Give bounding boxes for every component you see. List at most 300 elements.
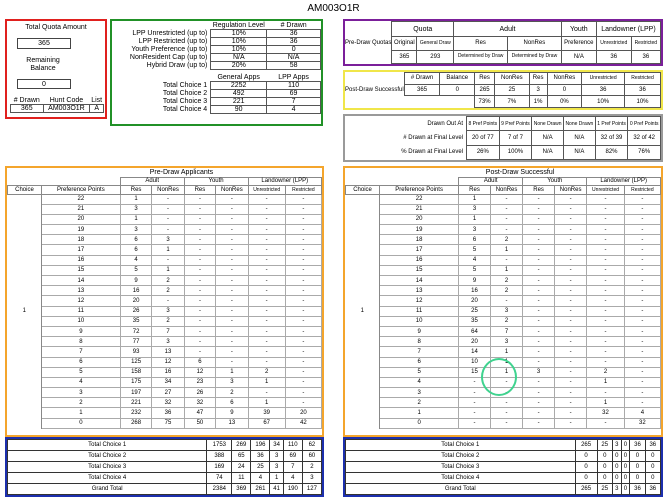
count-cell: - [248,276,285,286]
count-cell: 3 [490,337,522,347]
hunt-code-header: Hunt Code [49,97,84,104]
restricted-header: Restricted [285,185,321,194]
table-row [8,225,322,235]
count-cell: - [184,306,216,316]
count-cell: - [285,367,321,377]
count-cell: - [248,337,285,347]
count-cell: - [587,347,624,357]
count-cell: - [184,286,216,296]
count-cell: 14 [459,347,491,357]
count-cell: - [459,377,491,387]
count-cell: - [285,347,321,357]
count-cell: - [285,306,321,316]
count-cell: - [459,408,491,418]
general-apps-value: 90 [211,106,267,114]
count-cell: - [523,398,555,408]
count-cell: - [587,204,624,214]
total-value: 7 [283,462,302,473]
table-row [8,245,322,255]
table-row [346,347,661,357]
count-cell: - [285,337,321,347]
regulation-drawn: 36 [267,38,321,46]
regulation-level: N/A [211,54,267,62]
preference-points-cell: 18 [380,235,459,245]
count-cell: - [216,214,248,224]
restricted-header: Restricted [631,37,660,50]
count-cell: - [152,255,184,265]
total-value: 25 [251,462,270,473]
preference-points-cell: 13 [380,286,459,296]
count-cell: - [216,194,248,204]
unrestricted-value: 36 [596,50,631,63]
preference-points-cell: 4 [41,377,120,387]
count-cell: - [248,326,285,336]
regulation-box [110,19,323,126]
landowner-header: Landowner (LPP) [596,22,660,37]
count-cell: - [490,214,522,224]
predraw-label: Pre-Draw Quotas [345,39,392,46]
total-quota-label: Total Quota Amount [25,24,87,31]
restricted-value: 36 [631,50,660,63]
table-row [346,265,661,275]
preference-points-cell: 20 [41,214,120,224]
count-cell: - [490,377,522,387]
count-cell: - [587,306,624,316]
count-cell: 20 [459,296,491,306]
regulation-label: Youth Preference (up to) [131,46,208,53]
count-cell: 20 [285,408,321,418]
count-cell: 16 [152,367,184,377]
total-value: 25 [597,484,612,495]
table-row [8,255,322,265]
count-cell: 20 [459,337,491,347]
apps-row [114,90,321,98]
regulation-level: 20% [211,62,267,70]
count-cell: - [184,337,216,347]
count-cell: - [184,255,216,265]
lpp-apps-value: 110 [267,82,321,90]
youth-res-header: Res [523,185,555,194]
apps-table [114,74,321,114]
count-cell: - [459,418,491,428]
preference-points-cell: 5 [41,367,120,377]
regulation-drawn-header: # Drawn [280,22,307,29]
count-cell: - [216,204,248,214]
table-row [8,316,322,326]
count-cell: - [285,194,321,204]
count-cell: - [216,235,248,245]
total-row [346,440,661,451]
table-row [346,214,661,224]
total-value: 0 [597,473,612,484]
total-value: 196 [251,440,270,451]
count-cell: 1 [459,214,491,224]
table-row [8,296,322,306]
total-value: 3 [612,440,621,451]
count-cell: - [490,418,522,428]
count-cell: - [523,408,555,418]
count-cell: 2 [490,235,522,245]
count-cell: - [248,316,285,326]
count-cell: 2 [152,316,184,326]
total-value: 127 [302,484,321,495]
list-value: A [90,105,104,113]
count-cell: - [248,286,285,296]
total-value: 4 [251,473,270,484]
count-cell: - [184,296,216,306]
list-header: List [91,97,103,104]
nonres-value: Determined by Draw [508,50,562,63]
preference-points-cell: 16 [41,255,120,265]
drawn-header: # Drawn [13,97,40,104]
count-cell: - [285,326,321,336]
count-cell: 158 [120,367,152,377]
count-cell: 12 [184,367,216,377]
hunt-code-value: AM003O1R [43,105,90,113]
total-row [8,473,322,484]
count-cell: 4 [624,408,660,418]
drawn-out-at-label: Drawn Out At [427,120,463,127]
total-value: 0 [575,451,597,462]
count-cell: 6 [184,357,216,367]
total-value: 60 [302,451,321,462]
count-cell: - [285,265,321,275]
preference-points-cell: 13 [41,286,120,296]
total-value: 0 [612,473,621,484]
preference-points-cell: 8 [41,337,120,347]
final-level-cell: 32 of 42 [628,131,661,145]
preference-points-cell: 14 [380,276,459,286]
count-cell: 4 [120,255,152,265]
apps-label: Total Choice 4 [162,106,208,113]
count-cell: - [554,418,586,428]
count-cell: 3 [120,225,152,235]
count-cell: - [624,306,660,316]
count-cell: - [624,367,660,377]
preference-points-cell: 4 [380,377,459,387]
table-row [346,194,661,204]
pre-draw-totals-table [7,439,322,495]
adult-header: Adult [454,22,562,37]
regulation-row [114,54,321,62]
post-count: 36 [625,84,661,96]
res-value: Determined by Draw [454,50,508,63]
count-cell: 1 [120,194,152,204]
total-value: 2384 [207,484,232,495]
preference-points-cell: 16 [380,255,459,265]
total-value: 3 [612,484,621,495]
group-header-row [8,177,322,185]
preference-points-cell: 7 [380,347,459,357]
table-row [346,306,661,316]
count-cell: - [554,347,586,357]
preference-points-cell: 20 [380,214,459,224]
preference-points-cell: 10 [41,316,120,326]
count-cell: - [624,296,660,306]
general-apps-value: 492 [211,90,267,98]
pct-final-level-cell: N/A [532,145,564,159]
preference-value: N/A [561,50,596,63]
count-cell: 2 [490,316,522,326]
total-value: 261 [251,484,270,495]
count-cell: - [248,245,285,255]
count-cell: 20 [120,296,152,306]
count-cell: - [459,398,491,408]
youth-group-header: Youth [184,177,248,185]
pre-draw-applicants-panel [5,166,324,437]
count-cell: 3 [152,337,184,347]
count-cell: - [624,398,660,408]
count-cell: 6 [459,235,491,245]
total-value: 0 [621,473,630,484]
total-label: Total Choice 4 [8,473,207,484]
drawn-out-cell: None Drawn [532,117,564,131]
original-header: Original [392,37,417,50]
adult-group-header: Adult [120,177,184,185]
total-label: Total Choice 3 [346,462,576,473]
choice-header: Choice [8,185,42,194]
total-label: Grand Total [346,484,576,495]
count-cell: - [587,286,624,296]
preference-points-cell: 15 [380,265,459,275]
total-value: 0 [645,451,660,462]
remaining-balance-label: Remaining Balance [26,57,60,72]
count-cell: 35 [459,316,491,326]
total-value: 0 [575,473,597,484]
pct-final-level-cell: 26% [467,145,500,159]
preference-points-cell: 11 [380,306,459,316]
preference-points-cell: 9 [380,326,459,336]
choice-value: 1 [346,194,380,428]
post-unrestricted-header: Unrestricted [582,73,625,85]
count-cell: - [216,306,248,316]
choice-header: Choice [346,185,380,194]
regulation-label: Hybrid Draw (up to) [146,62,208,69]
count-cell: - [490,255,522,265]
count-cell: - [490,204,522,214]
count-cell: - [587,357,624,367]
preference-points-cell: 6 [380,357,459,367]
post-youth-nonres-header: NonRes [547,73,582,85]
post-balance-header: Balance [440,73,475,85]
count-cell: - [216,276,248,286]
count-cell: 7 [152,326,184,336]
total-value: 4 [283,473,302,484]
count-cell: - [216,255,248,265]
count-cell: - [184,265,216,275]
final-level-cell: N/A [532,131,564,145]
count-cell: - [523,276,555,286]
count-cell: - [248,306,285,316]
count-cell: - [248,265,285,275]
count-cell: - [184,316,216,326]
regulation-row [114,38,321,46]
count-cell: 1 [587,377,624,387]
post-count: 0 [547,84,582,96]
count-cell: - [624,347,660,357]
count-cell: - [624,357,660,367]
res-header: Res [454,37,508,50]
total-row [346,473,661,484]
count-cell: 1 [490,357,522,367]
total-value: 36 [630,484,645,495]
count-cell: 1 [248,377,285,387]
count-cell: - [285,377,321,387]
count-cell: - [554,388,586,398]
count-cell: - [490,388,522,398]
count-cell: - [587,265,624,275]
landowner-group-header: Landowner (LPP) [587,177,661,185]
count-cell: - [248,214,285,224]
count-cell: - [554,194,586,204]
count-cell: - [523,204,555,214]
regulation-level: 10% [211,30,267,38]
count-cell: - [285,388,321,398]
count-cell: 1 [490,245,522,255]
total-label: Total Choice 1 [346,440,576,451]
lpp-apps-header: LPP Apps [278,74,309,81]
drawn-out-cell: 1 Pref Points [595,117,628,131]
count-cell: 3 [152,306,184,316]
count-cell: - [184,347,216,357]
count-cell: 6 [120,235,152,245]
regulation-level: 10% [211,38,267,46]
total-value: 1 [270,473,283,484]
preference-header: Preference [561,37,596,50]
count-cell: - [554,204,586,214]
total-value: 0 [597,451,612,462]
regulation-drawn: 36 [267,30,321,38]
table-row [8,337,322,347]
count-cell: - [152,194,184,204]
count-cell: - [587,245,624,255]
count-cell: 1 [120,214,152,224]
count-cell: 3 [459,225,491,235]
count-cell: - [554,367,586,377]
count-cell: 16 [459,286,491,296]
count-cell: - [587,388,624,398]
post-count: 36 [582,84,625,96]
count-cell: 2 [490,286,522,296]
count-cell: - [523,265,555,275]
count-cell: - [184,235,216,245]
total-value: 2 [302,462,321,473]
apps-row [114,106,321,114]
count-cell: 32 [587,408,624,418]
total-row [8,440,322,451]
count-cell: 27 [152,388,184,398]
preference-points-cell: 15 [41,265,120,275]
count-cell: 32 [624,418,660,428]
total-label: Total Choice 1 [8,440,207,451]
count-cell: - [216,286,248,296]
count-cell: - [554,225,586,235]
preference-points-cell: 17 [41,245,120,255]
preference-points-cell: 2 [41,398,120,408]
total-value: 169 [207,462,232,473]
postdraw-box [343,70,663,110]
post-draw-totals-table [345,439,661,495]
preference-points-cell: 3 [41,388,120,398]
restricted-header: Restricted [624,185,660,194]
count-cell: - [490,296,522,306]
count-cell: 5 [120,265,152,275]
count-cell: - [523,214,555,224]
total-value: 0 [575,462,597,473]
count-cell: 23 [184,377,216,387]
choice-value: 1 [8,194,42,428]
adult-res-header: Res [459,185,491,194]
count-cell: - [152,204,184,214]
preference-points-cell: 7 [41,347,120,357]
count-cell: - [554,235,586,245]
count-cell: - [554,398,586,408]
count-cell: - [624,204,660,214]
remaining-balance-value: 0 [17,79,71,89]
count-cell: - [184,225,216,235]
total-value: 3 [270,462,283,473]
drawn-value: 365 [11,105,44,113]
adult-nonres-header: NonRes [490,185,522,194]
pct-final-level-cell: 76% [628,145,661,159]
count-cell: - [523,347,555,357]
regulation-label: NonResident Cap (up to) [129,54,208,61]
count-cell: - [216,337,248,347]
count-cell: 36 [152,408,184,418]
drawn-out-cell: 9 Pref Points [499,117,532,131]
youth-group-header: Youth [523,177,587,185]
apps-row [114,98,321,106]
count-cell: 3 [490,306,522,316]
count-cell: - [554,316,586,326]
preference-points-cell: 22 [380,194,459,204]
total-value: 190 [283,484,302,495]
count-cell: 5 [459,265,491,275]
count-cell: - [554,276,586,286]
count-cell: 4 [459,255,491,265]
count-cell: - [184,194,216,204]
count-cell: 2 [587,367,624,377]
count-cell: 1 [152,245,184,255]
count-cell: - [248,194,285,204]
count-cell: 15 [459,367,491,377]
count-cell: - [248,357,285,367]
table-row [346,235,661,245]
count-cell: 47 [184,408,216,418]
pre-draw-totals-panel [5,437,324,497]
count-cell: 268 [120,418,152,428]
pre-draw-applicants-table [7,168,322,429]
preference-points-cell: 17 [380,245,459,255]
post-pct: 10% [582,96,625,108]
count-cell: - [523,306,555,316]
count-cell: 9 [459,276,491,286]
final-level-cell: 32 of 39 [595,131,628,145]
count-cell: - [523,388,555,398]
table-row [346,337,661,347]
total-value: 0 [630,473,645,484]
pct-final-level-label: % Drawn at Final Level [401,149,463,156]
count-cell: 26 [184,388,216,398]
post-count: 265 [475,84,495,96]
regulation-drawn: 58 [267,62,321,70]
post-balance-value: 0 [440,84,475,96]
drawn-out-table [345,116,661,160]
table-row [346,286,661,296]
count-cell: 32 [152,398,184,408]
total-quota-value: 365 [17,38,71,49]
count-cell: - [624,214,660,224]
